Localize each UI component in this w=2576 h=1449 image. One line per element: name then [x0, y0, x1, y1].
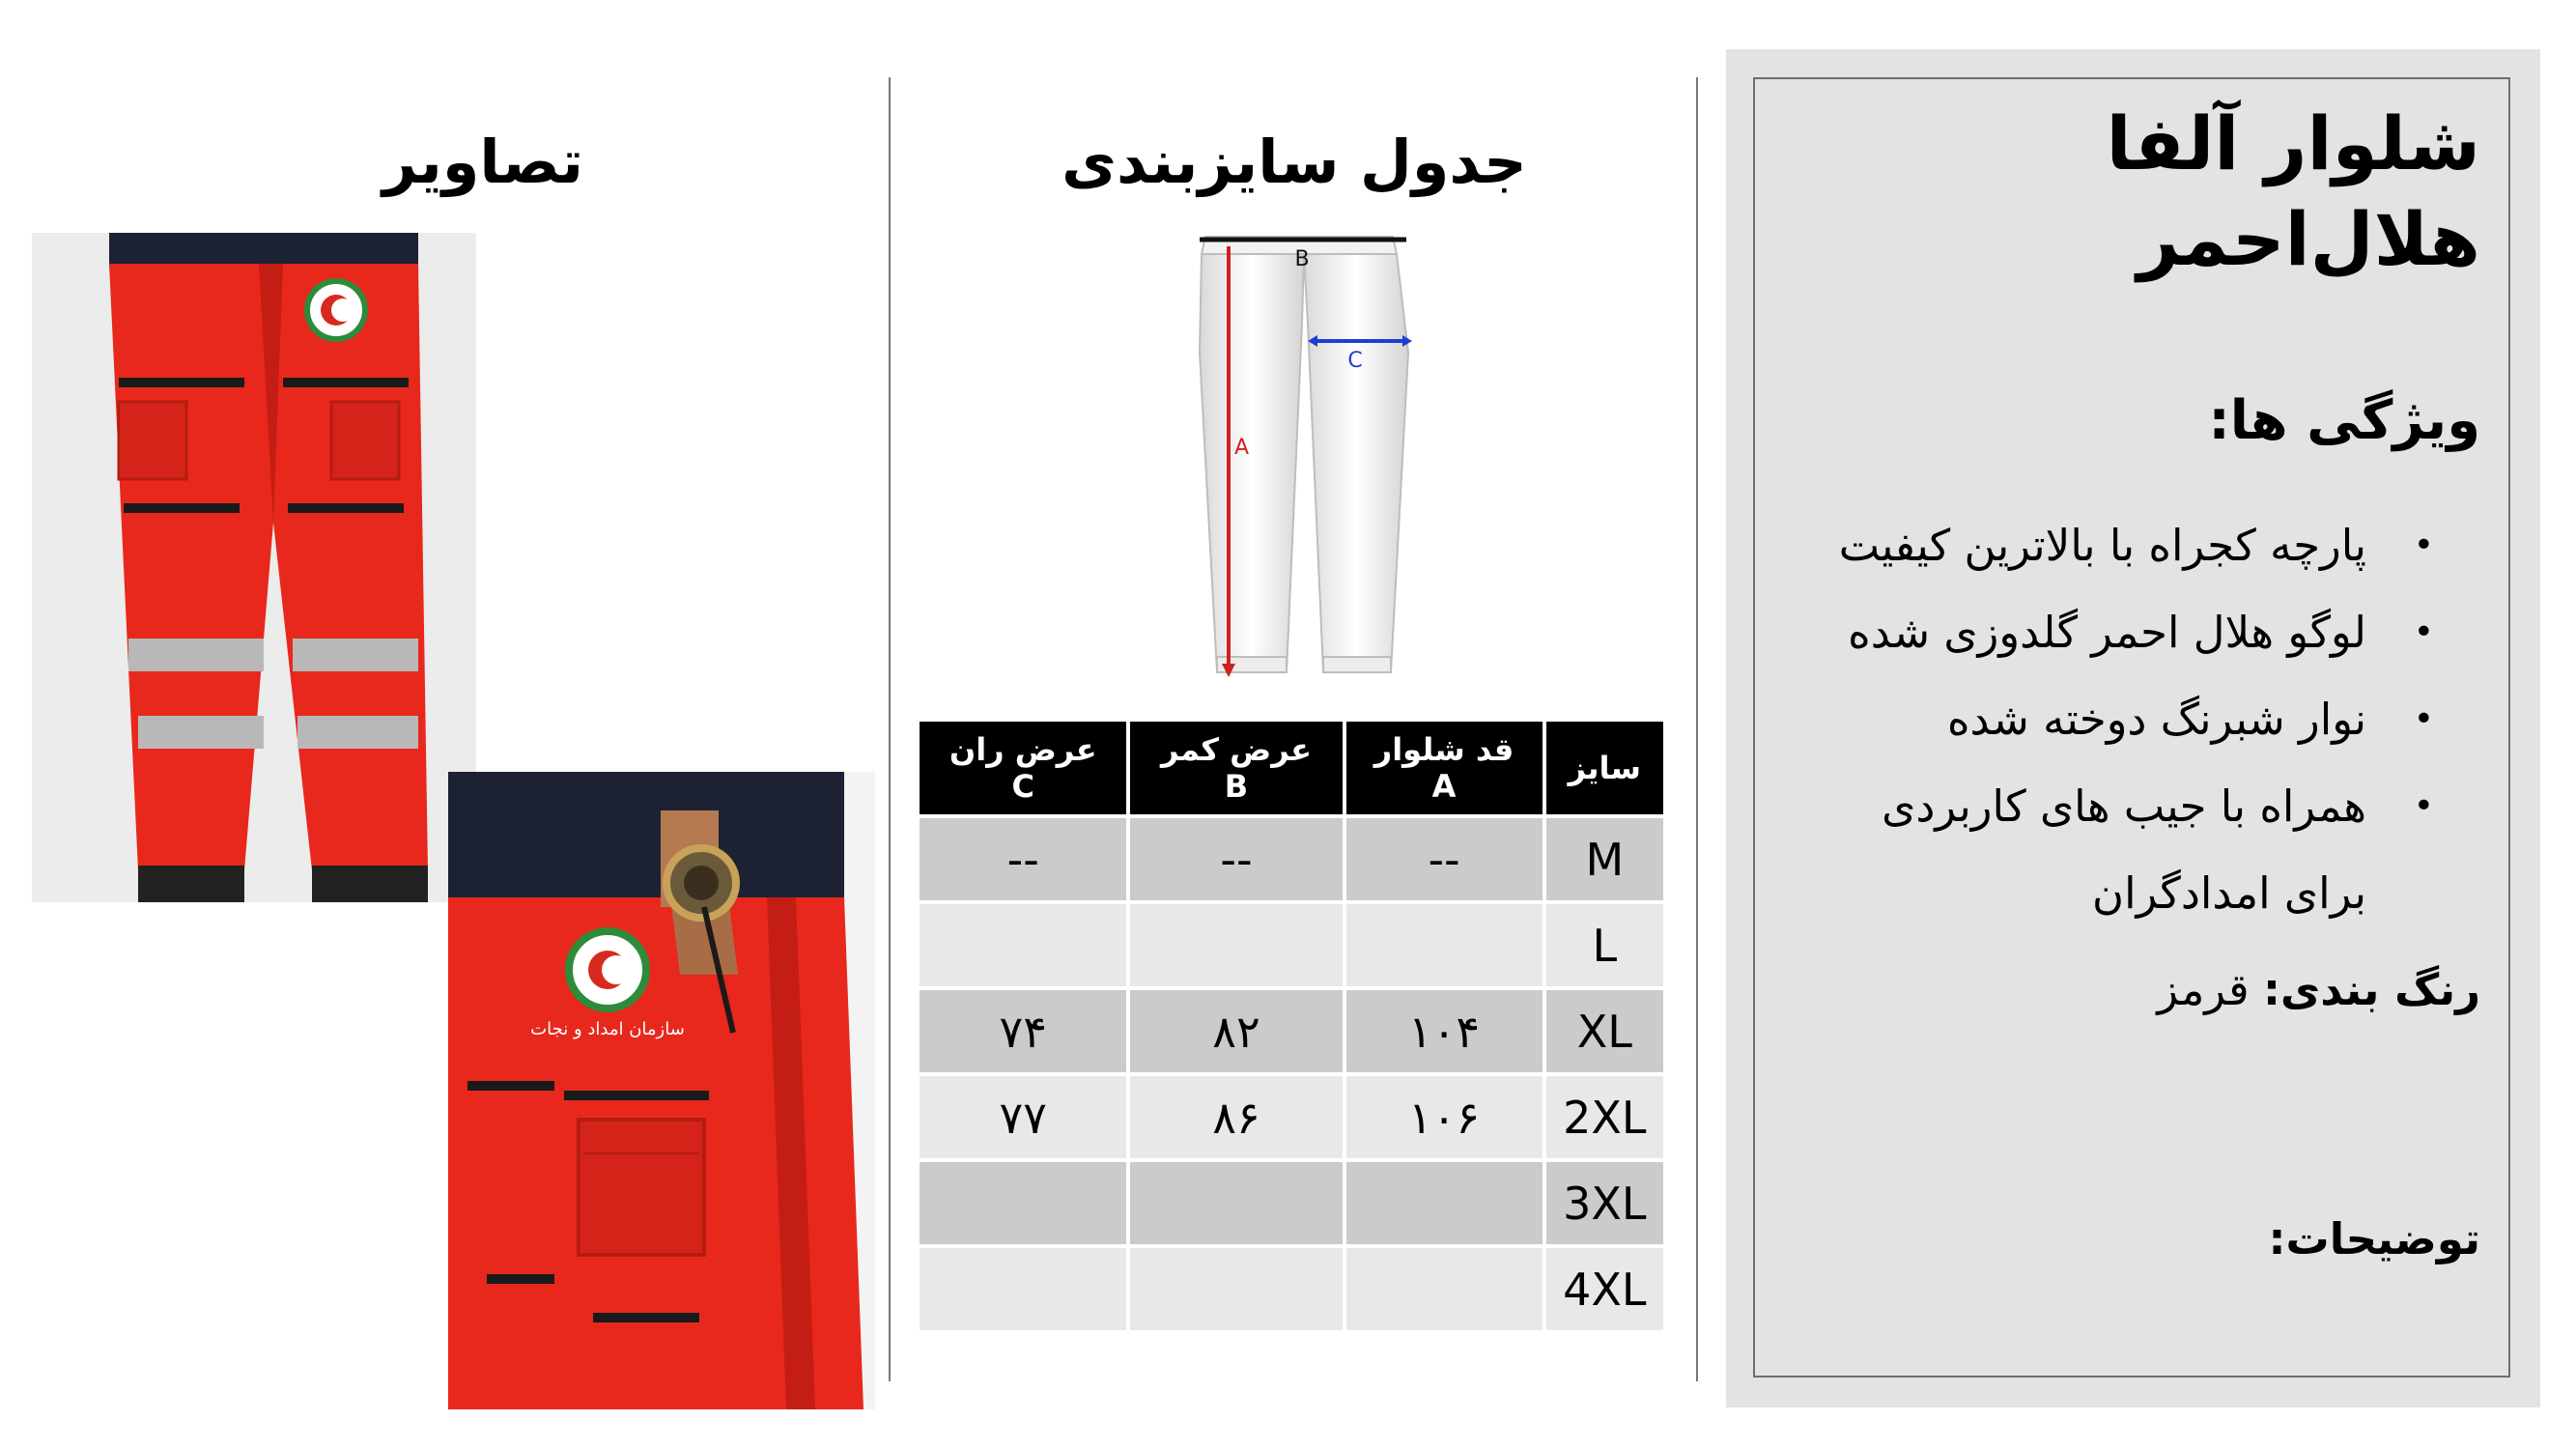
bullet-icon: •: [2413, 612, 2434, 652]
cell-length: ۱۰۴: [1346, 990, 1543, 1072]
product-photo-front[interactable]: [32, 233, 476, 902]
feature-item: [1816, 589, 2434, 676]
cell-length: --: [1346, 818, 1543, 900]
feature-item: [1816, 763, 2434, 937]
features-heading: ویژگی ها:: [2208, 389, 2480, 452]
color-label: رنگ بندی:: [2262, 964, 2480, 1015]
diagram-label-c: C: [1347, 349, 1363, 373]
col-header-line: قد شلوار: [1373, 731, 1514, 768]
cell-waist: [1130, 1162, 1342, 1244]
table-row: [920, 904, 1663, 986]
table-row: [920, 1248, 1663, 1330]
col-header-length: [1346, 722, 1543, 814]
cell-size: L: [1546, 904, 1663, 986]
col-header-letter: B: [1224, 768, 1249, 805]
table-row: [920, 1162, 1663, 1244]
diagram-label-b: B: [1294, 247, 1310, 271]
feature-text: لوگو هلال احمر گلدوزی شده: [1848, 607, 2366, 658]
feature-item: [1816, 676, 2434, 763]
col-header-line: عرض کمر: [1161, 731, 1312, 768]
cell-thigh: [920, 1248, 1126, 1330]
cell-thigh: ۷۷: [920, 1076, 1126, 1158]
cell-thigh: [920, 904, 1126, 986]
table-row: [920, 990, 1663, 1072]
feature-item: [1816, 502, 2434, 589]
col-header-size: [1546, 722, 1663, 814]
cell-thigh: ۷۴: [920, 990, 1126, 1072]
color-row: [1768, 956, 2480, 1024]
cell-size: XL: [1546, 990, 1663, 1072]
feature-text: پارچه کجراه با بالاترین کیفیت: [1838, 520, 2366, 571]
cell-size: 4XL: [1546, 1248, 1663, 1330]
cell-length: [1346, 1162, 1543, 1244]
cell-size: M: [1546, 818, 1663, 900]
col-header-letter: A: [1431, 768, 1457, 805]
cell-length: [1346, 904, 1543, 986]
cell-waist: --: [1130, 818, 1342, 900]
bullet-icon: •: [2413, 699, 2434, 739]
cell-size: 3XL: [1546, 1162, 1663, 1244]
bullet-icon: •: [2413, 526, 2434, 565]
feature-text: همراه با جیب های کاربردی برای امدادگران: [1882, 781, 2366, 919]
feature-text: نوار شبرنگ دوخته شده: [1946, 694, 2366, 745]
col-header-waist: [1130, 722, 1342, 814]
col-header-letter: C: [1011, 768, 1034, 805]
features-list: [1816, 502, 2434, 937]
column-divider: [1696, 77, 1698, 1381]
col-header-line: سایز: [1568, 750, 1641, 786]
cell-size: 2XL: [1546, 1076, 1663, 1158]
cell-waist: [1130, 1248, 1342, 1330]
pants-diagram: [1178, 217, 1430, 700]
col-header-thigh: [920, 722, 1126, 814]
column-divider: [889, 77, 891, 1381]
size-chart-heading: جدول سایزبندی: [1062, 127, 1527, 197]
cell-waist: ۸۲: [1130, 990, 1342, 1072]
bullet-icon: •: [2413, 786, 2434, 826]
cell-length: [1346, 1248, 1543, 1330]
cell-thigh: --: [920, 818, 1126, 900]
notes-label: توضیحات:: [2268, 1213, 2480, 1264]
diagram-label-a: A: [1234, 436, 1250, 460]
color-value: قرمز: [2157, 964, 2250, 1015]
product-title: شلوار آلفا هلال‌احمر: [2106, 100, 2480, 282]
size-table-header: [920, 722, 1663, 814]
table-row: [920, 1076, 1663, 1158]
size-table: [916, 718, 1667, 1334]
cell-waist: [1130, 904, 1342, 986]
table-row: [920, 818, 1663, 900]
col-header-line: عرض ران: [948, 731, 1097, 768]
cell-thigh: [920, 1162, 1126, 1244]
product-photo-closeup[interactable]: [448, 772, 875, 1409]
images-heading: تصاویر: [382, 127, 584, 197]
cell-length: ۱۰۶: [1346, 1076, 1543, 1158]
logo-caption: سازمان امداد و نجات: [530, 1019, 685, 1039]
cell-waist: ۸۶: [1130, 1076, 1342, 1158]
